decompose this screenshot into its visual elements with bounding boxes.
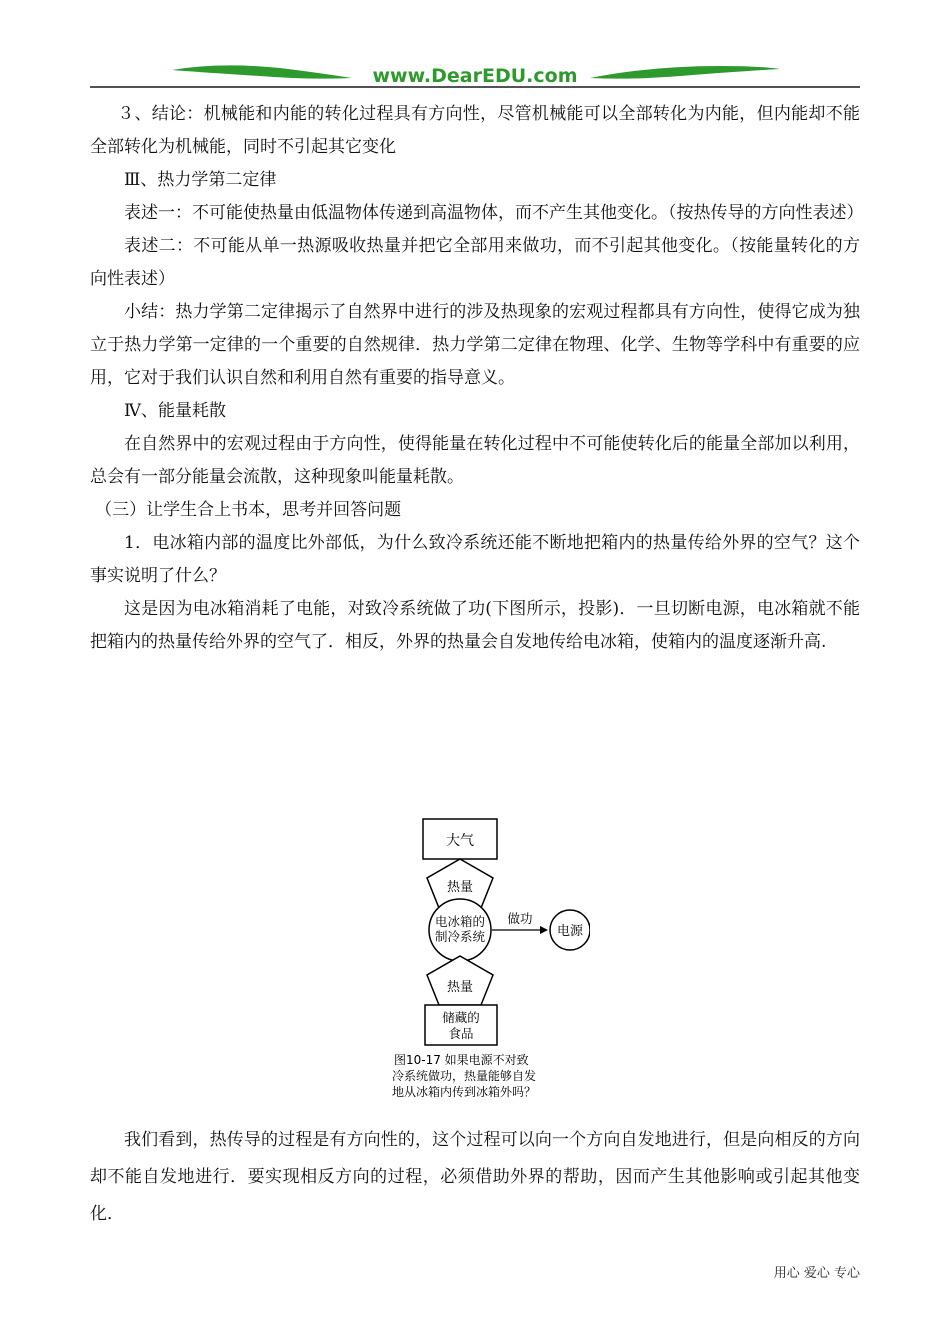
main-text: [90, 98, 864, 659]
paragraph-conclusion: ３、结论：机械能和内能的转化过程具有方向性，尽管机械能可以全部转化为内能，但内能却不能全部转化为机械能，同时不引起其它变化: [90, 104, 860, 157]
cooling-system-label-line1: 电冰箱的: [434, 914, 486, 929]
section-heading-second-law: Ⅲ、热力学第二定律: [124, 170, 277, 190]
paragraph-statement-two: 表述二：不可能从单一热源吸收热量并把它全部用来做功，而不引起其他变化。（按能量转化的方向性表述）: [90, 236, 860, 289]
cooling-system-label-line2: 制冷系统: [434, 929, 486, 944]
stored-food-label-line1: 储藏的: [442, 1010, 480, 1025]
section-heading-questions: （三）让学生合上书本，思考并回答问题: [95, 500, 402, 520]
leaf-right-icon: [590, 66, 780, 79]
page-header: [90, 60, 860, 92]
figure-caption-line1: 图10-17 如果电源不对致: [394, 1053, 529, 1067]
paragraph-statement-one: 表述一：不可能使热量由低温物体传递到高温物体，而不产生其他变化。（按热传导的方向性表述）: [124, 203, 864, 223]
power-source-label: 电源: [556, 924, 584, 939]
closing-text: [90, 1122, 860, 1233]
upper-heat-label: 热量: [446, 880, 474, 895]
header-banner: [90, 60, 860, 92]
work-arrow-head-icon: [540, 926, 548, 934]
paragraph-answer-1: 这是因为电冰箱消耗了电能，对致冷系统做了功(下图所示，投影)．一旦切断电源，电冰箱就不能把箱内的热量传给外界的空气了．相反，外界的热量会自发地传给电冰箱，使箱内的温度逐渐升高.: [90, 599, 860, 652]
figure-caption-line3: 地从冰箱内传到冰箱外吗？: [392, 1085, 537, 1099]
page-footer: 用心 爱心 专心: [773, 1266, 860, 1281]
work-label: 做功: [507, 911, 533, 926]
paragraph-conclusion-heat-conduction: 我们看到，热传导的过程是有方向性的，这个过程可以向一个方向自发地进行，但是向相反的方向却不能自发地进行．要实现相反方向的过程，必须借助外界的帮助，因而产生其他影响或引起其他变化．: [90, 1130, 860, 1224]
figure-caption-line2: 冷系统做功，热量能够自发: [392, 1069, 537, 1083]
site-logo: www.DearEDU.com: [372, 65, 578, 87]
paragraph-question-1: 1．电冰箱内部的温度比外部低，为什么致冷系统还能不断地把箱内的热量传给外界的空气？这个事实说明了什么？: [90, 533, 860, 586]
leaf-left-icon: [172, 65, 352, 78]
paragraph-dissipation: 在自然界中的宏观过程由于方向性，使得能量在转化过程中不可能使转化后的能量全部加以利用，总会有一部分能量会流散，这种现象叫能量耗散。: [90, 434, 860, 487]
refrigerator-diagram: [380, 812, 590, 1102]
stored-food-label-line2: 食品: [448, 1026, 474, 1041]
paragraph-summary: 小结：热力学第二定律揭示了自然界中进行的涉及热现象的宏观过程都具有方向性，使得它成为独立于热力学第一定律的一个重要的自然规律．热力学第二定律在物理、化学、生物等学科中有重要的应用，它对于我们认识自然和利用自然有重要的指导意义。: [90, 302, 860, 388]
atmosphere-label: 大气: [446, 833, 474, 849]
section-heading-dissipation: Ⅳ、能量耗散: [124, 401, 226, 421]
lower-heat-label: 热量: [446, 980, 474, 995]
